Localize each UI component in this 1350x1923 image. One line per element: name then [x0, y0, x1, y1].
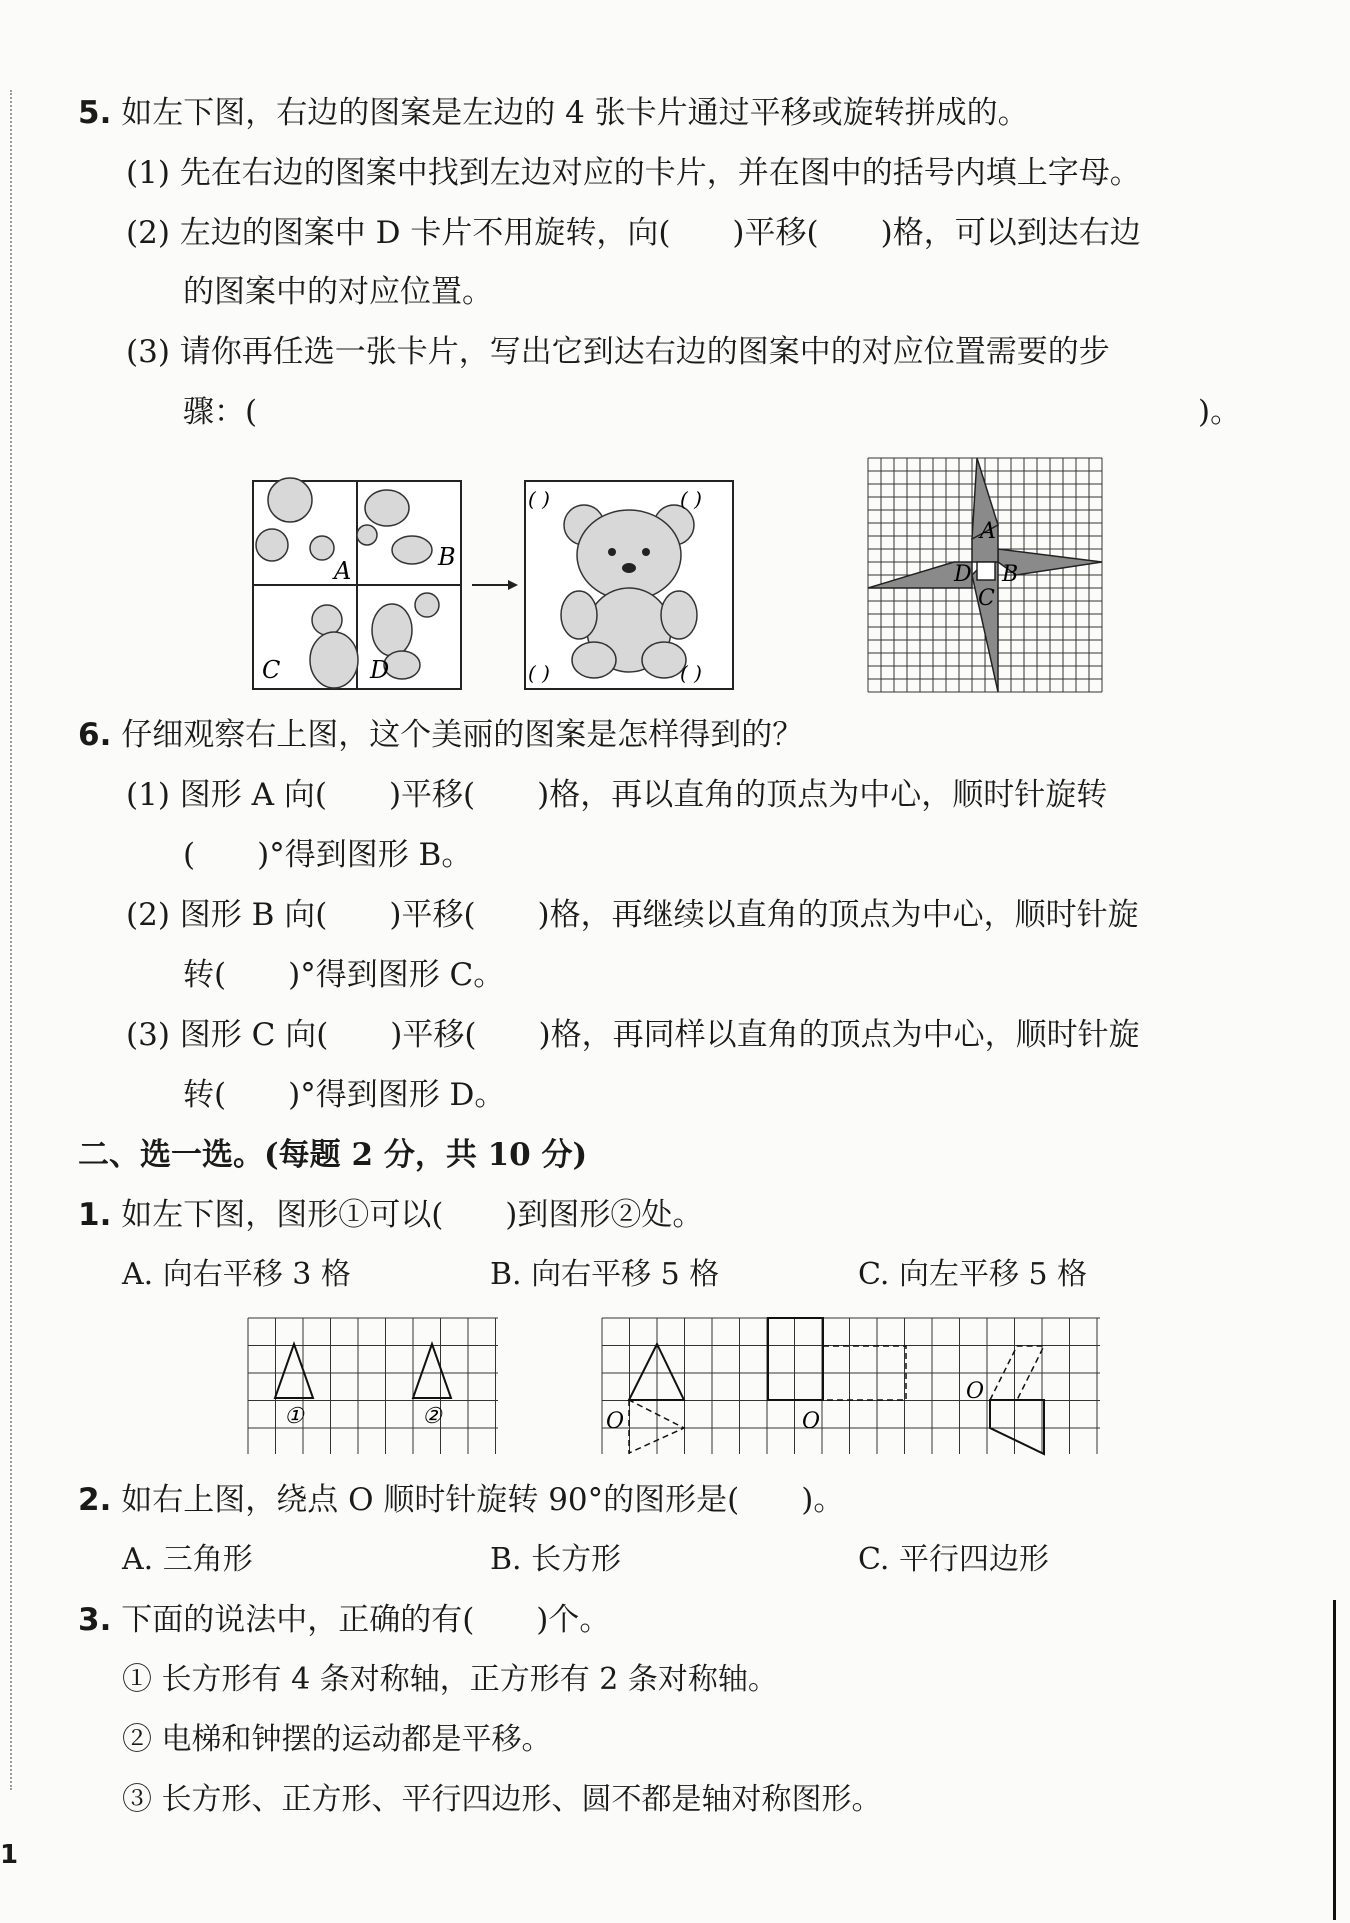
q5-number: 5. [78, 95, 112, 131]
grid-lines [248, 1318, 498, 1454]
s2q3-statement-2: ② 电梯和钟摆的运动都是平移。 [122, 1722, 552, 1757]
triangle-2 [413, 1344, 451, 1398]
q6-number: 6. [78, 717, 112, 753]
s2q1-option-b: B. 向右平移 5 格 [490, 1257, 720, 1292]
teddy-bear-drawing [561, 505, 697, 678]
s2q1-option-a: A. 向右平移 3 格 [122, 1257, 351, 1292]
s2q2-number: 2. [78, 1482, 112, 1518]
s2q1-stem-text: 如左下图，图形①可以( )到图形②处。 [121, 1197, 704, 1233]
pinwheel-grid-figure [868, 458, 1102, 692]
rotation-rectangle [768, 1318, 823, 1400]
blank-top-left: ( ) [528, 487, 550, 511]
q5-stem-text: 如左下图，右边的图案是左边的 4 张卡片通过平移或旋转拼成的。 [121, 95, 1029, 131]
arrow-right-icon [470, 575, 520, 595]
q6-part2: (2) 图形 B 向( )平移( )格，再继续以直角的顶点为中心，顺时针旋 [126, 897, 1139, 933]
q6-part3-cont: 转( )°得到图形 D。 [183, 1077, 506, 1113]
rotation-parallelogram [990, 1400, 1044, 1454]
star-label-a: A [980, 519, 996, 544]
q5-part2: (2) 左边的图案中 D 卡片不用旋转，向( )平移( )格，可以到达右边 [126, 215, 1141, 251]
page-number: 1 [0, 1840, 19, 1870]
triangle-1 [275, 1344, 313, 1398]
s2q3-number: 3. [78, 1602, 112, 1638]
s2q3-stem [78, 1600, 610, 1640]
bear-assembled-figure [524, 480, 734, 690]
q5-part3-cont-right: )。 [1198, 394, 1242, 430]
blank-bottom-left: ( ) [528, 661, 550, 685]
point-o-label-3: O [966, 1379, 985, 1404]
q5-part2-cont: 的图案中的对应位置。 [183, 274, 493, 310]
triangle-translation-figure [248, 1318, 498, 1456]
card-label-a: A [334, 557, 352, 585]
point-o-label-1: O [606, 1409, 625, 1434]
s2q2-option-a: A. 三角形 [122, 1542, 253, 1577]
triangle-1-label: ① [284, 1404, 304, 1429]
s2q3-statement-3: ③ 长方形、正方形、平行四边形、圆不都是轴对称图形。 [122, 1782, 882, 1817]
s2q1-option-c: C. 向左平移 5 格 [858, 1257, 1088, 1292]
s2q3-statement-1: ① 长方形有 4 条对称轴，正方形有 2 条对称轴。 [122, 1662, 778, 1697]
section2-title: 二、选一选。(每题 2 分，共 10 分) [78, 1137, 588, 1173]
star-label-b: B [1002, 562, 1019, 587]
s2q3-stem-text: 下面的说法中，正确的有( )个。 [121, 1602, 611, 1638]
center-square [977, 562, 995, 580]
s2q2-option-b: B. 长方形 [490, 1542, 622, 1577]
q5-stem [78, 93, 1029, 133]
q5-part3-cont-left: 骤：( [183, 394, 258, 430]
blank-top-right: ( ) [680, 487, 702, 511]
s2q2-stem-text: 如右上图，绕点 O 顺时针旋转 90°的图形是( )。 [121, 1482, 845, 1518]
point-o-label-2: O [802, 1409, 821, 1434]
triangle-2-label: ② [422, 1404, 442, 1429]
s2q1-number: 1. [78, 1197, 112, 1233]
s2q2-stem [78, 1480, 844, 1520]
s2q1-stem [78, 1195, 703, 1235]
page-edge-rule [1333, 1600, 1336, 1920]
q6-part1: (1) 图形 A 向( )平移( )格，再以直角的顶点为中心，顺时针旋转 [126, 777, 1108, 813]
bear-cards-figure [252, 480, 462, 690]
star-label-d: D [954, 562, 972, 587]
q5-part1: (1) 先在右边的图案中找到左边对应的卡片，并在图中的括号内填上字母。 [126, 155, 1141, 191]
blank-bottom-right: ( ) [680, 661, 702, 685]
q6-part2-cont: 转( )°得到图形 C。 [183, 957, 505, 993]
star-label-c: C [978, 586, 995, 611]
card-label-c: C [262, 656, 281, 684]
q6-stem [78, 715, 803, 755]
q6-part1-cont: ( )°得到图形 B。 [183, 837, 473, 873]
rotation-options-figure [602, 1318, 1100, 1456]
q5-part3: (3) 请你再任选一张卡片，写出它到达右边的图案中的对应位置需要的步 [126, 334, 1110, 370]
q6-part3: (3) 图形 C 向( )平移( )格，再同样以直角的顶点为中心，顺时针旋 [126, 1017, 1140, 1053]
s2q2-option-c: C. 平行四边形 [858, 1542, 1049, 1577]
card-label-d: D [370, 656, 390, 684]
q6-stem-text: 仔细观察右上图，这个美丽的图案是怎样得到的？ [121, 717, 804, 753]
card-label-b: B [438, 543, 456, 571]
binding-margin-line [10, 90, 12, 1790]
